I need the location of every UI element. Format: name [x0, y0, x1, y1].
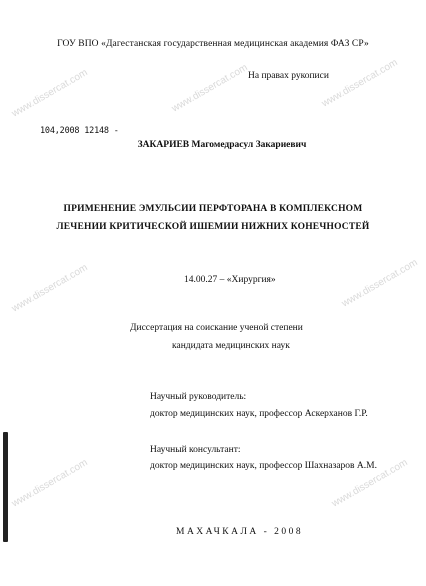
degree-line-2: кандидата медицинских наук — [172, 341, 290, 351]
watermark: www.dissercat.com — [10, 262, 90, 315]
city-year: МАХАЧКАЛА - 2008 — [176, 527, 304, 537]
watermark: www.dissercat.com — [340, 257, 420, 310]
supervisor-name: доктор медицинских наук, профессор Аскерханов Г.Р. — [150, 409, 368, 419]
watermark: www.dissercat.com — [10, 457, 90, 510]
rights-note: На правах рукописи — [248, 71, 329, 81]
watermark: www.dissercat.com — [170, 62, 250, 115]
watermark: www.dissercat.com — [330, 457, 410, 510]
consultant-label: Научный консультант: — [150, 445, 241, 455]
scan-edge-mark — [3, 432, 8, 542]
specialty: 14.00.27 – «Хирургия» — [184, 275, 276, 285]
registration-number: 104,2008 12148 - — [40, 126, 119, 136]
organization-header: ГОУ ВПО «Дагестанская государственная медицинская академия ФАЗ СР» — [57, 39, 369, 49]
supervisor-label: Научный руководитель: — [150, 392, 247, 402]
author-name: ЗАКАРИЕВ Магомедрасул Закариевич — [137, 140, 307, 150]
consultant-name: доктор медицинских наук, профессор Шахназаров А.М. — [150, 461, 377, 471]
watermark: www.dissercat.com — [320, 57, 400, 110]
thesis-title-line-2: ЛЕЧЕНИИ КРИТИЧЕСКОЙ ИШЕМИИ НИЖНИХ КОНЕЧНОСТЕЙ — [56, 222, 370, 232]
watermark: www.dissercat.com — [10, 67, 90, 120]
degree-line-1: Диссертация на соискание ученой степени — [130, 323, 303, 333]
thesis-title-line-1: ПРИМЕНЕНИЕ ЭМУЛЬСИИ ПЕРФТОРАНА В КОМПЛЕКСНОМ — [63, 204, 363, 214]
